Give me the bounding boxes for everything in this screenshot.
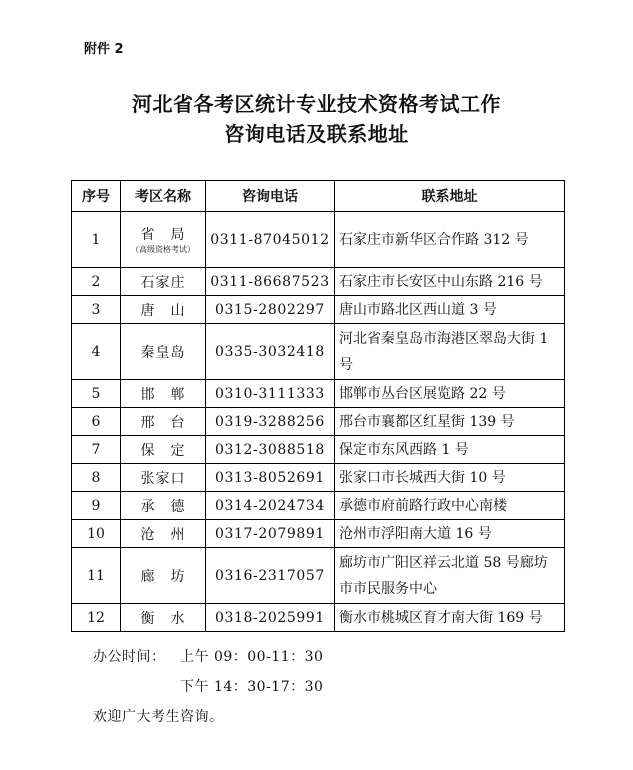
row-phone: 0311-86687523 — [206, 268, 335, 296]
header-address: 联系地址 — [335, 181, 565, 212]
row-phone: 0318-2025991 — [206, 604, 335, 632]
morning-hours: 上午 09：00-11：30 — [180, 649, 324, 665]
row-area-note: （高级资格考试） — [131, 244, 195, 254]
table-row — [72, 212, 565, 268]
office-hours-label: 办公时间： — [93, 649, 166, 665]
welcome-text: 欢迎广大考生咨询。 — [93, 709, 224, 725]
row-address: 唐山市路北区西山道 3 号 — [335, 296, 565, 324]
row-number: 8 — [72, 464, 121, 492]
row-area-name — [121, 212, 206, 268]
row-number: 10 — [72, 520, 121, 548]
table-row — [72, 464, 565, 492]
row-area-name: 廊 坊 — [121, 548, 206, 604]
row-phone: 0312-3088518 — [206, 436, 335, 464]
row-number: 4 — [72, 324, 121, 380]
row-address: 衡水市桃城区育才南大街 169 号 — [335, 604, 565, 632]
table-row — [72, 268, 565, 296]
row-number: 3 — [72, 296, 121, 324]
row-area-name: 衡 水 — [121, 604, 206, 632]
row-area-name: 邢 台 — [121, 408, 206, 436]
table-row — [72, 408, 565, 436]
afternoon-hours: 下午 14：30-17：30 — [180, 679, 324, 695]
document-title-line2: 咨询电话及联系地址 — [224, 122, 409, 146]
row-area-name: 保 定 — [121, 436, 206, 464]
header-number: 序号 — [72, 181, 121, 212]
row-number: 5 — [72, 380, 121, 408]
row-phone: 0315-2802297 — [206, 296, 335, 324]
row-address: 邯郸市丛台区展览路 22 号 — [335, 380, 565, 408]
contact-table — [71, 180, 565, 632]
table-row — [72, 492, 565, 520]
row-phone: 0314-2024734 — [206, 492, 335, 520]
row-address: 石家庄市新华区合作路 312 号 — [335, 212, 565, 268]
attachment-label: 附件 2 — [84, 42, 124, 57]
table-row — [72, 604, 565, 632]
row-address: 石家庄市长安区中山东路 216 号 — [335, 268, 565, 296]
table-row — [72, 548, 565, 604]
row-area-label: 省 局 — [140, 226, 186, 243]
row-address: 河北省秦皇岛市海港区翠岛大街 1 号 — [335, 324, 565, 380]
row-phone: 0319-3288256 — [206, 408, 335, 436]
row-area-name: 邯 郸 — [121, 380, 206, 408]
table-row — [72, 520, 565, 548]
row-phone: 0316-2317057 — [206, 548, 335, 604]
row-area-name: 秦皇岛 — [121, 324, 206, 380]
row-area-name: 唐 山 — [121, 296, 206, 324]
row-number: 7 — [72, 436, 121, 464]
row-address: 承德市府前路行政中心南楼 — [335, 492, 565, 520]
row-phone: 0310-3111333 — [206, 380, 335, 408]
row-address: 张家口市长城西大街 10 号 — [335, 464, 565, 492]
table-row — [72, 296, 565, 324]
row-number: 11 — [72, 548, 121, 604]
table-row — [72, 436, 565, 464]
row-address: 廊坊市广阳区祥云北道 58 号廊坊市市民服务中心 — [335, 548, 565, 604]
table-header-row — [72, 181, 565, 212]
table-row — [72, 324, 565, 380]
row-phone: 0313-8052691 — [206, 464, 335, 492]
header-area-name: 考区名称 — [121, 181, 206, 212]
row-area-name: 沧 州 — [121, 520, 206, 548]
row-area-name: 石家庄 — [121, 268, 206, 296]
row-phone: 0317-2079891 — [206, 520, 335, 548]
row-number: 12 — [72, 604, 121, 632]
row-address: 保定市东风西路 1 号 — [335, 436, 565, 464]
row-area-name: 承 德 — [121, 492, 206, 520]
row-address: 沧州市浮阳南大道 16 号 — [335, 520, 565, 548]
row-number: 2 — [72, 268, 121, 296]
row-address: 邢台市襄都区红星街 139 号 — [335, 408, 565, 436]
row-number: 9 — [72, 492, 121, 520]
row-phone: 0311-87045012 — [206, 212, 335, 268]
header-phone: 咨询电话 — [206, 181, 335, 212]
row-phone: 0335-3032418 — [206, 324, 335, 380]
document-title-line1: 河北省各考区统计专业技术资格考试工作 — [132, 92, 501, 116]
row-area-name: 张家口 — [121, 464, 206, 492]
row-number: 6 — [72, 408, 121, 436]
row-number: 1 — [72, 212, 121, 268]
table-row — [72, 380, 565, 408]
